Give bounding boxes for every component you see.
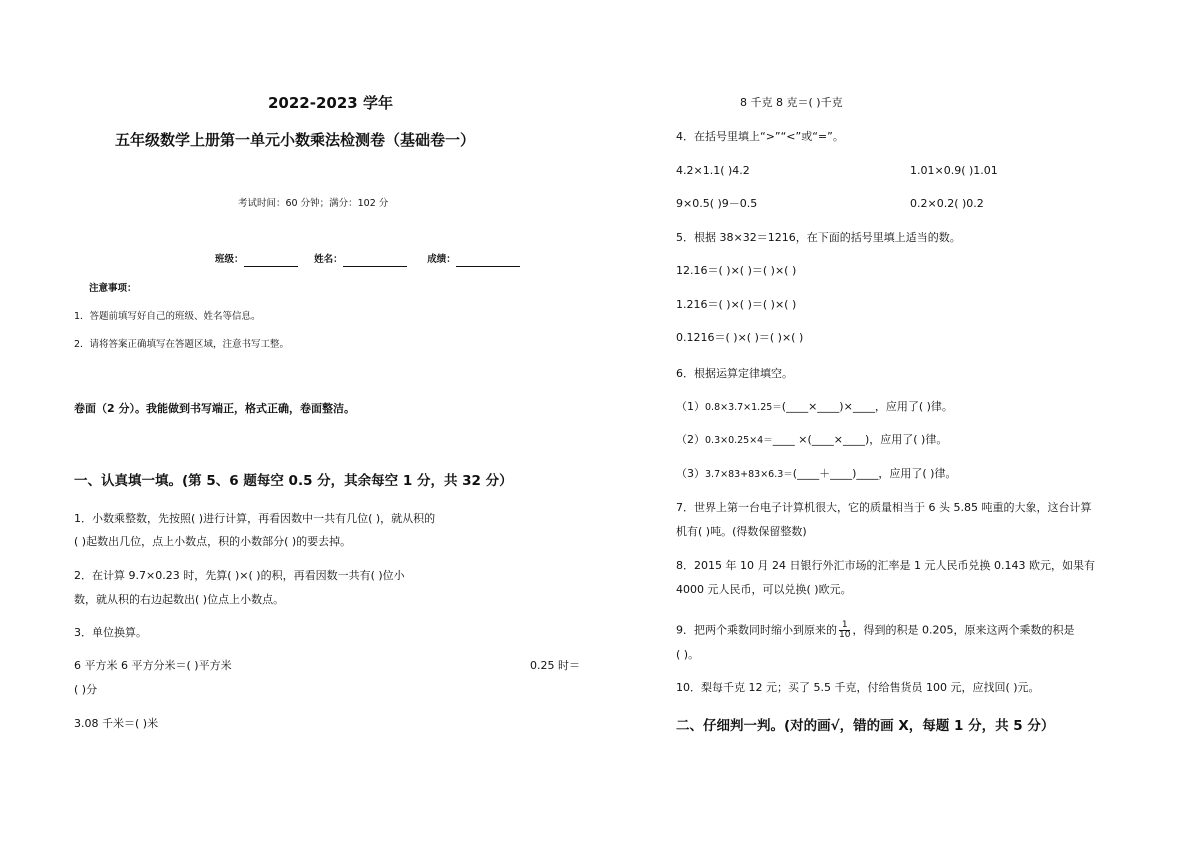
- q6-expression: 0.8×3.7×1.25＝: [705, 402, 782, 413]
- exam-info: 考试时间：60 分钟；满分：102 分: [238, 198, 389, 209]
- q8-line1: 8．2015 年 10 月 24 日银行外汇市场的汇率是 1 元人民币兑换 0.143 欧元，如果有: [676, 559, 1095, 572]
- q9-line1: [676, 621, 1074, 640]
- q6-expression: 0.3×0.25×4＝: [705, 435, 773, 446]
- fraction-denominator: 10: [839, 630, 851, 640]
- q3-item-e: 8 千克 8 克＝( )千克: [740, 96, 843, 109]
- note-item: 2．请将答案正确填写在答题区域，注意书写工整。: [74, 339, 290, 350]
- q7-line2: 机有( )吨。(得数保留整数): [676, 525, 807, 538]
- fraction-numerator: 1: [839, 621, 850, 631]
- q6-item-1: [676, 400, 953, 415]
- q6-blanks: (____＋____)____，应用了( )律。: [792, 467, 957, 480]
- q3-item-d: 3.08 千米＝( )米: [74, 717, 159, 730]
- note-item: 1．答题前填写好自己的班级、姓名等信息。: [74, 311, 261, 322]
- q5-item-b: 1.216＝( )×( )＝( )×( ): [676, 298, 797, 311]
- exam-year: 2022-2023 学年: [268, 94, 393, 112]
- q5-heading: 5．根据 38×32＝1216，在下面的括号里填上适当的数。: [676, 231, 961, 244]
- fraction-one-tenth: [839, 621, 850, 640]
- section1-heading: 一、认真填一填。(第 5、6 题每空 0.5 分，其余每空 1 分，共 32 分）: [74, 473, 513, 489]
- exam-title: 五年级数学上册第一单元小数乘法检测卷（基础卷一）: [115, 131, 476, 149]
- q1-line1: 1．小数乘整数，先按照( )进行计算，再看因数中一共有几位( )，就从积的: [74, 512, 436, 525]
- class-label: 班级：: [215, 254, 244, 265]
- q6-item-3: [676, 467, 956, 482]
- neatness-score: 卷面（2 分）。我能做到书写端正，格式正确，卷面整洁。: [74, 402, 355, 415]
- section2-heading: 二、仔细判一判。(对的画√，错的画 X，每题 1 分，共 5 分）: [676, 718, 1055, 734]
- q5-item-a: 12.16＝( )×( )＝( )×( ): [676, 264, 797, 277]
- q6-heading: 6．根据运算定律填空。: [676, 367, 793, 380]
- q6-item-number: （3）: [676, 467, 705, 480]
- score-field[interactable]: [456, 255, 520, 267]
- score-label: 成绩：: [427, 254, 456, 265]
- q4-item-c: 9×0.5( )9－0.5: [676, 197, 758, 210]
- q5-item-c: 0.1216＝( )×( )＝( )×( ): [676, 331, 804, 344]
- q1-line2: ( )起数出几位，点上小数点，积的小数部分( )的要去掉。: [74, 535, 352, 548]
- q6-blanks: ____ ×(____×____)，应用了( )律。: [772, 433, 948, 446]
- q6-expression: 3.7×83+83×6.3＝: [705, 469, 793, 480]
- q9-text-start: 9．把两个乘数同时缩小到原来的: [676, 623, 837, 637]
- q6-item-number: （1）: [676, 400, 705, 413]
- q4-item-b: 1.01×0.9( )1.01: [910, 164, 998, 177]
- q3-item-c: ( )分: [74, 683, 98, 696]
- q4-item-a: 4.2×1.1( )4.2: [676, 164, 750, 177]
- q3-heading: 3．单位换算。: [74, 626, 147, 639]
- q2-line2: 数，就从积的右边起数出( )位点上小数点。: [74, 593, 285, 606]
- q8-line2: 4000 元人民币，可以兑换( )欧元。: [676, 583, 852, 596]
- q3-item-b: 0.25 时＝: [530, 659, 580, 672]
- q9-line2: ( )。: [676, 648, 700, 661]
- q2-line1: 2．在计算 9.7×0.23 时，先算( )×( )的积，再看因数一共有( )位小: [74, 569, 405, 582]
- q4-item-d: 0.2×0.2( )0.2: [910, 197, 984, 210]
- class-field[interactable]: [244, 255, 298, 267]
- q7-line1: 7．世界上第一台电子计算机很大，它的质量相当于 6 头 5.85 吨重的大象，这台计算: [676, 501, 1092, 514]
- notes-heading: 注意事项：: [89, 283, 137, 294]
- q6-item-number: （2）: [676, 433, 705, 446]
- q6-item-2: [676, 433, 947, 448]
- q4-heading: 4．在括号里填上“>”“<”或“=”。: [676, 130, 844, 143]
- student-info: [215, 253, 520, 267]
- q3-item-a: 6 平方米 6 平方分米＝( )平方米: [74, 659, 232, 672]
- name-field[interactable]: [343, 255, 407, 267]
- name-label: 姓名：: [314, 254, 343, 265]
- q10: 10．梨每千克 12 元；买了 5.5 千克，付给售货员 100 元，应找回( )元。: [676, 681, 1040, 694]
- q6-blanks: (____×____)×____，应用了( )律。: [781, 400, 953, 413]
- q9-text-end: ，得到的积是 0.205，原来这两个乘数的积是: [852, 623, 1075, 637]
